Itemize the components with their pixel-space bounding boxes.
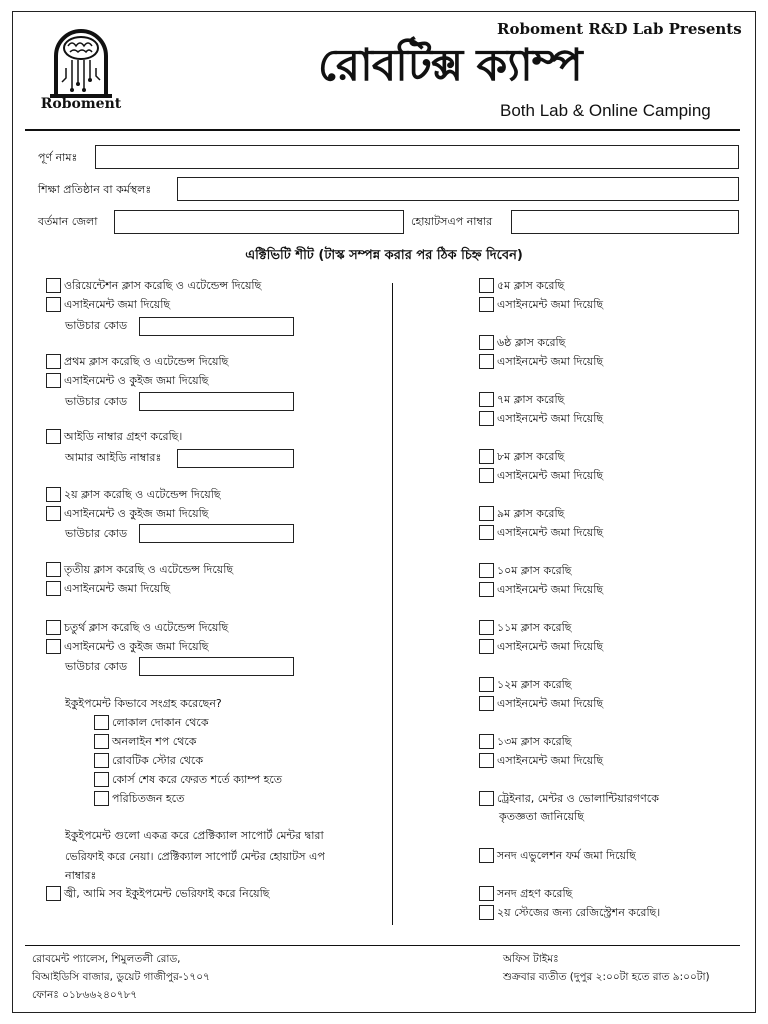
voucher-code-label-3: ভাউচার কোড [65, 527, 128, 540]
checkbox[interactable] [46, 354, 61, 369]
camp-subtitle: Both Lab & Online Camping [500, 101, 711, 120]
checkbox[interactable] [46, 506, 61, 521]
checkbox[interactable] [479, 449, 494, 464]
assignment-9-item[interactable]: এসাইনমেন্ট জমা দিয়েছি [479, 525, 603, 540]
class-5-item[interactable]: ৫ম ক্লাস করেছি [479, 278, 564, 293]
equip-option-acquaintance[interactable]: পরিচিতজন হতে [94, 791, 184, 806]
verify-note-line-1: ইকুইপমেন্ট গুলো একত্র করে প্রেক্টিক্যাল সাপোর্ট মেন্টর দ্বারা [65, 829, 324, 842]
institution-label: শিক্ষা প্রতিষ্ঠান বা কর্মস্থলঃ [38, 183, 152, 196]
checkbox[interactable] [479, 354, 494, 369]
office-hours: শুক্রবার ব্যতীত (দুপুর ২:০০টা হতে রাত ৯:০০টা) [503, 971, 710, 983]
voucher-code-field-1[interactable] [139, 317, 294, 336]
checkbox[interactable] [46, 278, 61, 293]
thanks-item-line-2: কৃতজ্ঞতা জানিয়েছি [499, 810, 584, 823]
checkbox[interactable] [479, 791, 494, 806]
first-class-item[interactable]: প্রথম ক্লাস করেছি ও এটেন্ডেন্স দিয়েছি [46, 354, 228, 369]
checkbox[interactable] [479, 525, 494, 540]
checkbox[interactable] [479, 411, 494, 426]
checkbox[interactable] [479, 753, 494, 768]
checkbox[interactable] [94, 715, 109, 730]
class-6-item[interactable]: ৬ষ্ঠ ক্লাস করেছি [479, 335, 565, 350]
voucher-code-label-1: ভাউচার কোড [65, 319, 128, 332]
my-id-field[interactable] [177, 449, 294, 468]
whatsapp-field[interactable] [511, 210, 739, 234]
equipment-question: ইকুইপমেন্ট কিভাবে সংগ্রহ করেছেন? [65, 697, 222, 710]
assignment-11-item[interactable]: এসাইনমেন্ট জমা দিয়েছি [479, 639, 603, 654]
equip-option-robotic-store[interactable]: রোবটিক স্টোর থেকে [94, 753, 203, 768]
checkbox[interactable] [479, 905, 494, 920]
equip-option-local-shop[interactable]: লোকাল দোকান থেকে [94, 715, 209, 730]
checkbox[interactable] [46, 429, 61, 444]
voucher-code-label-2: ভাউচার কোড [65, 395, 128, 408]
assignment-13-item[interactable]: এসাইনমেন্ট জমা দিয়েছি [479, 753, 603, 768]
checkbox[interactable] [479, 297, 494, 312]
checkbox[interactable] [479, 620, 494, 635]
second-assignment-item[interactable]: এসাইনমেন্ট ও কুইজ জমা দিয়েছি [46, 506, 208, 521]
equip-option-online-shop[interactable]: অনলাইন শপ থেকে [94, 734, 196, 749]
camp-title: রোবটিক্স ক্যাম্প [318, 40, 582, 91]
checkbox[interactable] [46, 886, 61, 901]
header-divider [25, 129, 740, 131]
fourth-class-item[interactable]: চতুর্থ ক্লাস করেছি ও এটেন্ডেন্স দিয়েছি [46, 620, 228, 635]
stage-2-registration-item[interactable]: ২য় স্টেজের জন্য রেজিস্ট্রেশন করেছি। [479, 905, 660, 920]
column-divider [392, 283, 393, 925]
whatsapp-label: হোয়াটসএপ নাম্বার [411, 215, 493, 228]
voucher-code-field-3[interactable] [139, 524, 294, 543]
checkbox[interactable] [94, 753, 109, 768]
assignment-8-item[interactable]: এসাইনমেন্ট জমা দিয়েছি [479, 468, 603, 483]
checkbox[interactable] [46, 620, 61, 635]
id-received-item[interactable]: আইডি নাম্বার গ্রহণ করেছি। [46, 429, 182, 444]
activity-sheet-title: এক্টিভিটি শীট (টাস্ক সম্পন্ন করার পর ঠিক চিহ্ন দিবেন) [245, 248, 523, 263]
evaluation-form-item[interactable]: সনদ এভুলেশন ফর্ম জমা দিয়েছি [479, 848, 636, 863]
checkbox[interactable] [46, 487, 61, 502]
assignment-6-item[interactable]: এসাইনমেন্ট জমা দিয়েছি [479, 354, 603, 369]
checkbox[interactable] [479, 563, 494, 578]
assignment-5-item[interactable]: এসাইনমেন্ট জমা দিয়েছি [479, 297, 603, 312]
checkbox[interactable] [479, 468, 494, 483]
logo-wordmark: Roboment [40, 96, 122, 112]
district-label: বর্তমান জেলা [38, 215, 98, 228]
phone-number: ফোনঃ ০১৮৬৬২৪০৭৮৭ [32, 989, 138, 1001]
checkbox[interactable] [479, 335, 494, 350]
checkbox[interactable] [46, 297, 61, 312]
voucher-code-label-4: ভাউচার কোড [65, 660, 128, 673]
voucher-code-field-4[interactable] [139, 657, 294, 676]
voucher-code-field-2[interactable] [139, 392, 294, 411]
checkbox[interactable] [479, 392, 494, 407]
verify-note-line-2: ভেরিফাই করে নেয়া। প্রেক্টিক্যাল সাপোর্ট মেন্টর হোয়াটস এপ [65, 850, 325, 863]
class-8-item[interactable]: ৮ম ক্লাস করেছি [479, 449, 564, 464]
checkbox[interactable] [479, 639, 494, 654]
checkbox[interactable] [479, 278, 494, 293]
full-name-field[interactable] [95, 145, 739, 169]
checkbox[interactable] [479, 848, 494, 863]
checkbox[interactable] [479, 506, 494, 521]
checkbox[interactable] [479, 886, 494, 901]
class-11-item[interactable]: ১১ম ক্লাস করেছি [479, 620, 571, 635]
institution-field[interactable] [177, 177, 739, 201]
equip-option-camp-return[interactable]: কোর্স শেষ করে ফেরত শর্তে ক্যাম্প হতে [94, 772, 282, 787]
verify-note-line-3: নাম্বারঃ [65, 869, 97, 882]
class-13-item[interactable]: ১৩ম ক্লাস করেছি [479, 734, 571, 749]
presents-line: Roboment R&D Lab Presents [497, 20, 742, 38]
checkbox[interactable] [46, 373, 61, 388]
office-time-label: অফিস টাইমঃ [503, 953, 559, 965]
checkbox[interactable] [46, 562, 61, 577]
class-9-item[interactable]: ৯ম ক্লাস করেছি [479, 506, 564, 521]
district-field[interactable] [114, 210, 404, 234]
class-12-item[interactable]: ১২ম ক্লাস করেছি [479, 677, 571, 692]
thanks-item[interactable]: ট্রেইনার, মেন্টর ও ভোলান্টিয়ারগণকে [479, 791, 659, 806]
checkbox[interactable] [479, 696, 494, 711]
orientation-class-item[interactable]: ওরিয়েন্টেশন ক্লাস করেছি ও এটেন্ডেন্স দিয়েছি [46, 278, 261, 293]
footer-divider [25, 945, 740, 946]
class-7-item[interactable]: ৭ম ক্লাস করেছি [479, 392, 564, 407]
verify-done-item[interactable]: জ্বী, আমি সব ইকুইপমেন্ট ভেরিফাই করে নিয়েছি [46, 886, 269, 901]
address-line-1: রোবমেন্ট প্যালেস, শিমুলতলী রোড, [32, 953, 181, 965]
third-assignment-item[interactable]: এসাইনমেন্ট জমা দিয়েছি [46, 581, 170, 596]
assignment-12-item[interactable]: এসাইনমেন্ট জমা দিয়েছি [479, 696, 603, 711]
address-line-2: বিআইডিসি বাজার, ডুয়েট গাজীপুর-১৭০৭ [32, 971, 210, 983]
checkbox[interactable] [479, 677, 494, 692]
second-class-item[interactable]: ২য় ক্লাস করেছি ও এটেন্ডেন্স দিয়েছি [46, 487, 221, 502]
third-class-item[interactable]: তৃতীয় ক্লাস করেছি ও এটেন্ডেন্স দিয়েছি [46, 562, 233, 577]
checkbox[interactable] [94, 772, 109, 787]
checkbox[interactable] [479, 582, 494, 597]
checkbox[interactable] [46, 639, 61, 654]
assignment-7-item[interactable]: এসাইনমেন্ট জমা দিয়েছি [479, 411, 603, 426]
fourth-assignment-item[interactable]: এসাইনমেন্ট ও কুইজ জমা দিয়েছি [46, 639, 208, 654]
assignment-10-item[interactable]: এসাইনমেন্ট জমা দিয়েছি [479, 582, 603, 597]
class-10-item[interactable]: ১০ম ক্লাস করেছি [479, 563, 571, 578]
orientation-assignment-item[interactable]: এসাইনমেন্ট জমা দিয়েছি [46, 297, 170, 312]
checkbox[interactable] [94, 791, 109, 806]
checkbox[interactable] [94, 734, 109, 749]
first-assignment-item[interactable]: এসাইনমেন্ট ও কুইজ জমা দিয়েছি [46, 373, 208, 388]
checkbox[interactable] [46, 581, 61, 596]
checkbox[interactable] [479, 734, 494, 749]
full-name-label: পূর্ণ নামঃ [38, 151, 78, 164]
my-id-label: আমার আইডি নাম্বারঃ [65, 451, 162, 464]
certificate-received-item[interactable]: সনদ গ্রহণ করেছি [479, 886, 572, 901]
